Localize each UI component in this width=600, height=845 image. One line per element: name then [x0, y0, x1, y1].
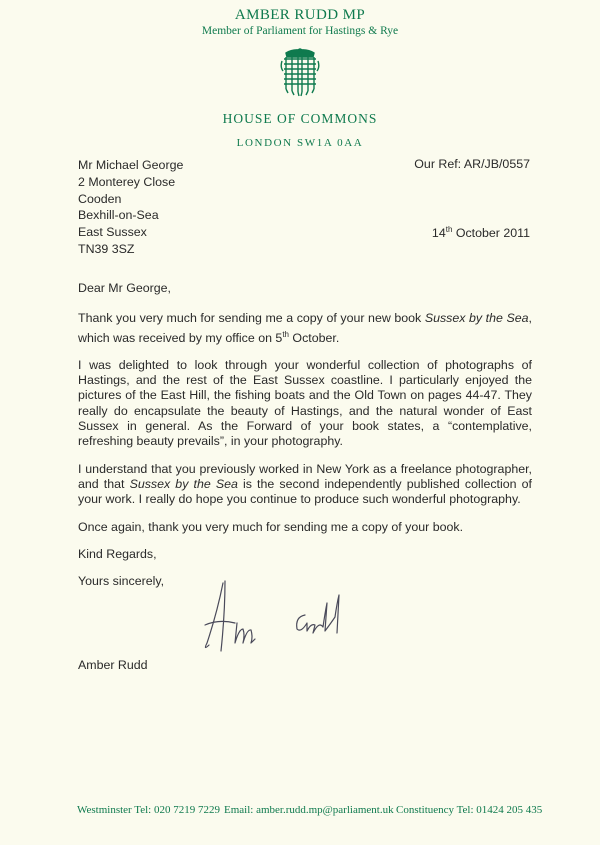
signoff-name: Amber Rudd — [78, 658, 148, 672]
footer-email: Email: amber.rudd.mp@parliament.uk — [224, 804, 394, 816]
paragraph-4: Once again, thank you very much for sending me a copy of your book. — [78, 519, 464, 534]
mp-role: Member of Parliament for Hastings & Rye — [201, 25, 399, 37]
closing-regards: Kind Regards, — [78, 546, 157, 561]
footer-westminster-tel: Westminster Tel: 020 7219 7229 — [77, 804, 220, 816]
portcullis-icon — [280, 47, 320, 97]
recipient-line: East Sussex — [78, 225, 147, 240]
letterhead-address: LONDON SW1A 0AA — [236, 137, 364, 149]
footer-constituency-tel: Constituency Tel: 01424 205 435 — [396, 804, 543, 816]
letter-date: 14th October 2011 — [431, 225, 530, 240]
mp-name: AMBER RUDD MP — [234, 7, 366, 23]
recipient-line: Cooden — [78, 191, 122, 206]
salutation: Dear Mr George, — [78, 281, 171, 295]
house-of-commons: HOUSE OF COMMONS — [222, 111, 378, 126]
paragraph-3: I understand that you previously worked in New York as a freelance photographer, and that Sussex by the Sea is the second independently published collection of your work. I really do hope you continue to produce such wonderful photography. — [78, 461, 532, 507]
recipient-address — [78, 157, 183, 258]
recipient-line: TN39 3SZ — [78, 241, 135, 256]
closing-sincerely: Yours sincerely, — [78, 574, 165, 589]
paragraph-1: Thank you very much for sending me a copy of your new book Sussex by the Sea, which was received by my office on 5th October. — [78, 311, 532, 345]
our-reference: Our Ref: AR/JB/0557 — [414, 157, 530, 171]
letterhead — [0, 6, 600, 150]
recipient-line: Bexhill-on-Sea — [78, 208, 159, 223]
recipient-line: 2 Monterey Close — [78, 174, 176, 189]
handwritten-signature — [195, 573, 385, 658]
paragraph-2: I was delighted to look through your wonderful collection of photographs of Hastings, and the rest of the East Sussex coastline. I particularly enjoyed the pictures of the East Hill, the fishing boats and the Old Town on pages 44-47. They really do encapsulate the beauty of Hastings, and the natural wonder of East Sussex in general. As the Forward of your book states, a “contemplative, refreshing beauty prevails”, in your photography. — [78, 357, 532, 449]
recipient-line: Mr Michael George — [78, 158, 184, 172]
letter-body — [78, 281, 532, 601]
